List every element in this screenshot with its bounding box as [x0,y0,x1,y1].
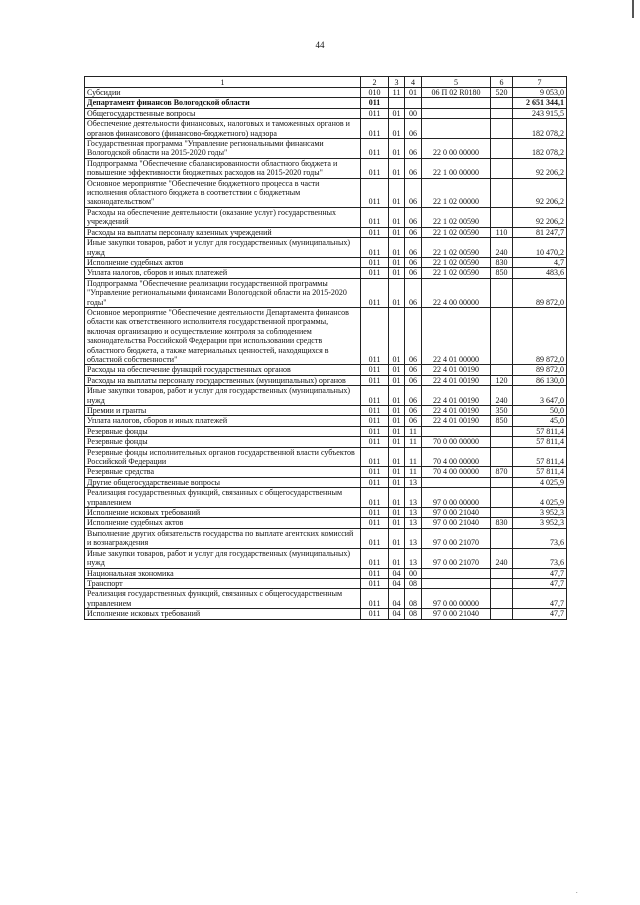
row-name: Подпрограмма "Обеспечение сбалансированности областного бюджета и повышение эффективности бюджетных расходов на 2015-2020 годы" [85,158,361,178]
table-row [85,108,567,118]
row-section-code: 01 [389,139,405,159]
row-ved-code: 011 [361,207,389,227]
row-expense-type [491,207,513,227]
row-amount: 47,7 [513,589,567,609]
row-subsection-code: 06 [405,268,422,278]
row-amount: 50,0 [513,406,567,416]
row-amount: 4 025,9 [513,488,567,508]
row-name: Иные закупки товаров, работ и услуг для государственных (муниципальных) нужд [85,548,361,568]
row-ved-code: 011 [361,578,389,588]
row-ved-code: 011 [361,268,389,278]
row-subsection-code: 13 [405,518,422,528]
header-col-7: 7 [513,77,567,88]
row-target-article: 22 1 02 00000 [422,178,491,207]
row-target-article: 22 4 01 00190 [422,406,491,416]
row-expense-type [491,488,513,508]
row-subsection-code: 08 [405,589,422,609]
row-section-code: 01 [389,207,405,227]
row-ved-code: 011 [361,386,389,406]
row-name: Подпрограмма "Обеспечение реализации государственной программы "Управление региональными финансами Вологодской области на 2015-2020 годы" [85,278,361,307]
table-row [85,178,567,207]
table-row [85,508,567,518]
row-expense-type [491,139,513,159]
row-expense-type: 240 [491,238,513,258]
row-expense-type: 830 [491,518,513,528]
page-number: 44 [315,40,325,50]
row-name: Государственная программа "Управление региональными финансами Вологодской области на 2015-2020 годы" [85,139,361,159]
row-expense-type: 520 [491,88,513,98]
row-section-code: 04 [389,589,405,609]
table-row [85,365,567,375]
row-target-article: 22 1 02 00590 [422,238,491,258]
row-amount: 92 206,2 [513,158,567,178]
row-target-article: 97 0 00 21070 [422,528,491,548]
table-row [85,139,567,159]
table-row [85,207,567,227]
row-amount: 45,0 [513,416,567,426]
row-subsection-code: 00 [405,108,422,118]
row-expense-type [491,426,513,436]
row-expense-type: 830 [491,257,513,267]
row-subsection-code: 06 [405,365,422,375]
row-name: Уплата налогов, сборов и иных платежей [85,268,361,278]
row-target-article: 97 0 00 21040 [422,609,491,619]
row-name: Транспорт [85,578,361,588]
table-row [85,278,567,307]
row-section-code: 01 [389,416,405,426]
row-name: Исполнение исковых требований [85,508,361,518]
row-target-article: 22 1 00 00000 [422,158,491,178]
table-row [85,568,567,578]
row-section-code: 01 [389,158,405,178]
row-ved-code: 011 [361,447,389,467]
row-ved-code: 011 [361,609,389,619]
row-amount: 3 952,3 [513,518,567,528]
row-subsection-code: 13 [405,548,422,568]
row-ved-code: 010 [361,88,389,98]
row-expense-type [491,178,513,207]
row-section-code: 01 [389,518,405,528]
row-expense-type: 240 [491,548,513,568]
row-target-article: 22 0 00 00000 [422,139,491,159]
row-subsection-code: 06 [405,207,422,227]
row-amount: 81 247,7 [513,227,567,237]
row-name: Выполнение других обязательств государства по выплате агентских комиссий и вознаграждения [85,528,361,548]
row-name: Резервные фонды исполнительных органов государственной власти субъектов Российской Федерации [85,447,361,467]
row-amount: 73,6 [513,548,567,568]
table-row [85,238,567,258]
row-amount: 3 952,3 [513,508,567,518]
row-subsection-code: 00 [405,568,422,578]
row-target-article: 70 4 00 00000 [422,447,491,467]
row-ved-code: 011 [361,365,389,375]
table-row [85,426,567,436]
row-section-code: 01 [389,108,405,118]
table-row [85,158,567,178]
row-expense-type [491,568,513,578]
row-subsection-code: 06 [405,307,422,364]
row-name: Основное мероприятие "Обеспечение бюджетного процесса в части исполнения областного бюджета в соответствии с бюджетным законодательством" [85,178,361,207]
row-expense-type [491,365,513,375]
row-expense-type [491,589,513,609]
row-amount: 47,7 [513,578,567,588]
table-row [85,406,567,416]
row-ved-code: 011 [361,178,389,207]
row-amount: 86 130,0 [513,375,567,385]
row-expense-type [491,528,513,548]
row-name: Расходы на обеспечение деятельности (оказание услуг) государственных учреждений [85,207,361,227]
row-target-article [422,477,491,487]
header-col-2: 2 [361,77,389,88]
row-target-article: 97 0 00 21040 [422,518,491,528]
table-row [85,416,567,426]
row-amount: 182 078,2 [513,119,567,139]
row-expense-type [491,307,513,364]
table-row [85,307,567,364]
header-col-1: 1 [85,77,361,88]
table-row [85,268,567,278]
row-ved-code: 011 [361,108,389,118]
row-name: Исполнение исковых требований [85,609,361,619]
row-subsection-code: 06 [405,386,422,406]
row-ved-code: 011 [361,568,389,578]
header-row [85,77,567,88]
row-amount: 57 811,4 [513,437,567,447]
table-row [85,447,567,467]
row-subsection-code: 13 [405,528,422,548]
row-section-code: 01 [389,386,405,406]
row-target-article: 22 4 01 00000 [422,307,491,364]
row-ved-code: 011 [361,406,389,416]
row-section-code: 01 [389,178,405,207]
row-ved-code: 011 [361,375,389,385]
row-ved-code: 011 [361,238,389,258]
row-ved-code: 011 [361,548,389,568]
row-name: Обеспечение деятельности финансовых, налоговых и таможенных органов и органов финансового (финансово-бюджетного) надзора [85,119,361,139]
row-amount: 182 078,2 [513,139,567,159]
row-ved-code: 011 [361,119,389,139]
row-target-article: 06 П 02 R0180 [422,88,491,98]
row-expense-type: 850 [491,268,513,278]
row-section-code: 01 [389,437,405,447]
row-ved-code: 011 [361,416,389,426]
row-subsection-code: 11 [405,447,422,467]
row-target-article: 22 1 02 00590 [422,227,491,237]
row-target-article [422,108,491,118]
table-row [85,375,567,385]
row-ved-code: 011 [361,426,389,436]
table-row [85,609,567,619]
scan-dot-mark: · [575,889,578,897]
row-expense-type [491,437,513,447]
row-amount: 89 872,0 [513,278,567,307]
row-section-code [389,98,405,108]
row-ved-code: 011 [361,477,389,487]
table-row [85,548,567,568]
row-amount: 73,6 [513,528,567,548]
row-name: Расходы на обеспечение функций государственных органов [85,365,361,375]
table-row [85,119,567,139]
row-amount: 57 811,4 [513,426,567,436]
row-subsection-code: 06 [405,278,422,307]
row-section-code: 04 [389,568,405,578]
row-name: Иные закупки товаров, работ и услуг для государственных (муниципальных) нужд [85,386,361,406]
row-amount: 483,6 [513,268,567,278]
row-subsection-code: 11 [405,426,422,436]
row-expense-type: 120 [491,375,513,385]
row-ved-code: 011 [361,257,389,267]
row-expense-type: 850 [491,416,513,426]
row-subsection-code: 06 [405,158,422,178]
row-amount: 92 206,2 [513,207,567,227]
row-ved-code: 011 [361,488,389,508]
row-name: Расходы на выплаты персоналу казенных учреждений [85,227,361,237]
table-row [85,386,567,406]
table-row [85,467,567,477]
row-section-code: 01 [389,528,405,548]
row-expense-type [491,609,513,619]
row-amount: 243 915,5 [513,108,567,118]
row-target-article: 22 4 01 00190 [422,386,491,406]
budget-table-container [84,76,566,620]
row-target-article [422,119,491,139]
table-body [85,88,567,620]
row-amount: 10 470,2 [513,238,567,258]
scan-edge-mark [632,0,634,18]
row-amount: 57 811,4 [513,467,567,477]
table-row [85,589,567,609]
row-subsection-code: 06 [405,139,422,159]
header-col-3: 3 [389,77,405,88]
row-expense-type [491,447,513,467]
budget-table [84,76,567,620]
row-target-article: 97 0 00 21040 [422,508,491,518]
row-subsection-code: 06 [405,406,422,416]
row-expense-type: 110 [491,227,513,237]
row-name: Резервные фонды [85,426,361,436]
row-subsection-code: 06 [405,238,422,258]
row-section-code: 01 [389,548,405,568]
row-amount: 89 872,0 [513,365,567,375]
row-amount: 9 053,0 [513,88,567,98]
row-expense-type: 350 [491,406,513,416]
table-row [85,227,567,237]
row-section-code: 01 [389,488,405,508]
row-target-article: 22 1 02 00590 [422,207,491,227]
row-target-article [422,568,491,578]
row-section-code: 01 [389,278,405,307]
row-amount: 89 872,0 [513,307,567,364]
row-amount: 92 206,2 [513,178,567,207]
row-target-article: 22 1 02 00590 [422,257,491,267]
table-row [85,518,567,528]
row-name: Иные закупки товаров, работ и услуг для государственных (муниципальных) нужд [85,238,361,258]
row-section-code: 01 [389,477,405,487]
row-section-code: 01 [389,307,405,364]
row-subsection-code [405,98,422,108]
row-section-code: 11 [389,88,405,98]
row-name: Основное мероприятие "Обеспечение деятельности Департамента финансов области как ответственного исполнителя государственной программы, включая организацию и осуществление контроля за соблюдением законодательства Российской Федерации при использовании средств областного бюджета, а также материальных ценностей, находящихся в областной собственности" [85,307,361,364]
row-expense-type [491,278,513,307]
row-amount: 47,7 [513,568,567,578]
table-row [85,88,567,98]
row-section-code: 01 [389,406,405,416]
row-target-article [422,98,491,108]
row-section-code: 04 [389,609,405,619]
row-target-article [422,578,491,588]
row-subsection-code: 11 [405,437,422,447]
row-name: Другие общегосударственные вопросы [85,477,361,487]
row-subsection-code: 06 [405,416,422,426]
row-name: Субсидии [85,88,361,98]
row-ved-code: 011 [361,518,389,528]
row-amount: 4,7 [513,257,567,267]
row-subsection-code: 11 [405,467,422,477]
header-col-6: 6 [491,77,513,88]
row-name: Расходы на выплаты персоналу государственных (муниципальных) органов [85,375,361,385]
row-amount: 4 025,9 [513,477,567,487]
row-section-code: 01 [389,467,405,477]
row-target-article: 70 4 00 00000 [422,467,491,477]
row-target-article: 22 4 00 00000 [422,278,491,307]
row-expense-type [491,158,513,178]
row-section-code: 01 [389,365,405,375]
row-ved-code: 011 [361,508,389,518]
row-target-article: 97 0 00 00000 [422,589,491,609]
row-expense-type [491,578,513,588]
row-target-article [422,426,491,436]
row-subsection-code: 01 [405,88,422,98]
row-ved-code: 011 [361,589,389,609]
row-ved-code: 011 [361,467,389,477]
table-row [85,98,567,108]
row-subsection-code: 08 [405,609,422,619]
row-subsection-code: 06 [405,178,422,207]
row-name: Реализация государственных функций, связанных с общегосударственным управлением [85,488,361,508]
row-name: Общегосударственные вопросы [85,108,361,118]
row-section-code: 01 [389,268,405,278]
row-subsection-code: 06 [405,227,422,237]
row-ved-code: 011 [361,528,389,548]
row-expense-type [491,98,513,108]
row-ved-code: 011 [361,307,389,364]
row-name: Премии и гранты [85,406,361,416]
table-row [85,528,567,548]
row-expense-type [491,477,513,487]
row-subsection-code: 13 [405,477,422,487]
row-ved-code: 011 [361,139,389,159]
row-section-code: 01 [389,227,405,237]
row-expense-type [491,119,513,139]
row-subsection-code: 06 [405,257,422,267]
row-section-code: 01 [389,508,405,518]
row-target-article: 22 4 01 00190 [422,416,491,426]
row-target-article: 22 4 01 00190 [422,365,491,375]
row-ved-code: 011 [361,278,389,307]
header-col-4: 4 [405,77,422,88]
row-name: Исполнение судебных актов [85,518,361,528]
row-name: Резервные фонды [85,437,361,447]
row-name: Резервные средства [85,467,361,477]
row-section-code: 01 [389,238,405,258]
row-name: Реализация государственных функций, связанных с общегосударственным управлением [85,589,361,609]
row-subsection-code: 06 [405,375,422,385]
row-target-article: 97 0 00 00000 [422,488,491,508]
row-section-code: 01 [389,257,405,267]
row-expense-type: 870 [491,467,513,477]
row-ved-code: 011 [361,437,389,447]
row-amount: 47,7 [513,609,567,619]
row-amount: 3 647,0 [513,386,567,406]
row-target-article: 22 4 01 00190 [422,375,491,385]
row-section-code: 01 [389,375,405,385]
table-row [85,488,567,508]
table-row [85,257,567,267]
row-expense-type [491,508,513,518]
row-name: Исполнение судебных актов [85,257,361,267]
row-section-code: 01 [389,119,405,139]
row-target-article: 22 1 02 00590 [422,268,491,278]
row-name: Департамент финансов Вологодской области [85,98,361,108]
row-section-code: 04 [389,578,405,588]
row-name: Уплата налогов, сборов и иных платежей [85,416,361,426]
row-expense-type: 240 [491,386,513,406]
row-ved-code: 011 [361,158,389,178]
table-row [85,578,567,588]
table-row [85,437,567,447]
row-amount: 2 651 344,1 [513,98,567,108]
row-subsection-code: 13 [405,508,422,518]
row-expense-type [491,108,513,118]
row-section-code: 01 [389,426,405,436]
row-section-code: 01 [389,447,405,467]
row-amount: 57 811,4 [513,447,567,467]
row-subsection-code: 06 [405,119,422,139]
row-ved-code: 011 [361,227,389,237]
header-col-5: 5 [422,77,491,88]
row-name: Национальная экономика [85,568,361,578]
row-ved-code: 011 [361,98,389,108]
row-target-article: 97 0 00 21070 [422,548,491,568]
table-row [85,477,567,487]
row-subsection-code: 08 [405,578,422,588]
row-target-article: 70 0 00 00000 [422,437,491,447]
row-subsection-code: 13 [405,488,422,508]
